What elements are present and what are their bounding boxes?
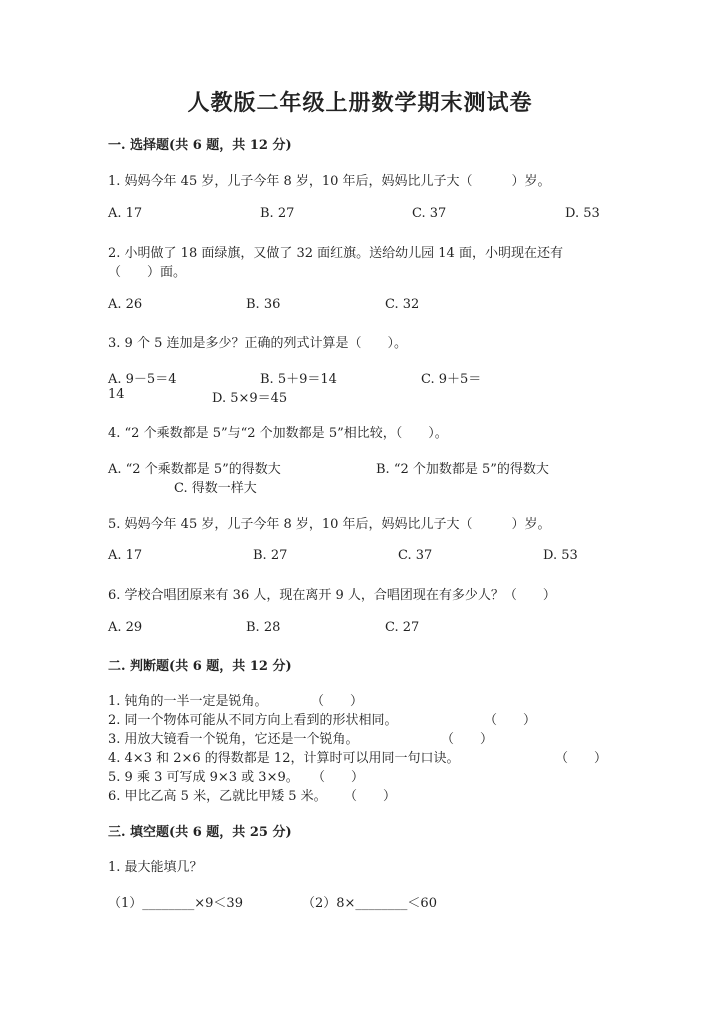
judge-item-text: 2. 同一个物体可能从不同方向上看到的形状相同。 bbox=[108, 713, 398, 728]
option-c: C. 得数一样大 bbox=[174, 481, 257, 496]
option-b: B. 5＋9＝14 bbox=[260, 372, 337, 387]
judge-item-text: 6. 甲比乙高 5 米，乙就比甲矮 5 米。 bbox=[108, 789, 327, 804]
question-stem: 3. 9 个 5 连加是多少？正确的列式计算是（ ）。 bbox=[108, 336, 407, 351]
question-stem: 4. “2 个乘数都是 5”与“2 个加数都是 5”相比较，（ ）。 bbox=[108, 426, 448, 441]
section-heading-fill: 三. 填空题(共 6 题，共 25 分) bbox=[108, 825, 292, 840]
fill-part-1: （1）________×9＜39 bbox=[108, 896, 243, 911]
option-b: B. “2 个加数都是 5”的得数大 bbox=[376, 462, 549, 477]
option-b: B. 28 bbox=[246, 620, 281, 635]
question-stem: 5. 妈妈今年 45 岁，儿子今年 8 岁，10 年后，妈妈比儿子大（ ）岁。 bbox=[108, 517, 551, 532]
judge-item-paren: （ ） bbox=[344, 789, 397, 804]
option-d: D. 53 bbox=[543, 548, 578, 563]
judge-item-text: 3. 用放大镜看一个锐角，它还是一个锐角。 bbox=[108, 732, 359, 747]
option-b: B. 27 bbox=[260, 206, 295, 221]
option-c: C. 37 bbox=[412, 206, 447, 221]
option-c: C. 9＋5＝ bbox=[421, 372, 482, 387]
option-c: C. 32 bbox=[385, 297, 420, 312]
option-c-cont: 14 bbox=[108, 387, 125, 402]
option-c: C. 37 bbox=[398, 548, 433, 563]
option-d: D. 53 bbox=[565, 206, 600, 221]
option-a: A. 17 bbox=[108, 548, 143, 563]
option-b: B. 27 bbox=[253, 548, 288, 563]
section-heading-judge: 二. 判断题(共 6 题，共 12 分) bbox=[108, 659, 292, 674]
option-b: B. 36 bbox=[246, 297, 281, 312]
judge-item-paren: （ ） bbox=[484, 713, 537, 728]
option-d: D. 5×9＝45 bbox=[212, 391, 288, 406]
question-stem: 2. 小明做了 18 面绿旗，又做了 32 面红旗。送给幼儿园 14 面，小明现在还有 bbox=[108, 246, 563, 261]
option-a: A. 17 bbox=[108, 206, 143, 221]
option-c: C. 27 bbox=[385, 620, 420, 635]
section-heading-choice: 一. 选择题(共 6 题，共 12 分) bbox=[108, 138, 292, 153]
judge-item-paren: （ ） bbox=[555, 751, 608, 766]
question-stem: 1. 妈妈今年 45 岁，儿子今年 8 岁，10 年后，妈妈比儿子大（ ）岁。 bbox=[108, 174, 551, 189]
option-a: A. “2 个乘数都是 5”的得数大 bbox=[108, 462, 281, 477]
judge-item-text: 5. 9 乘 3 可写成 9×3 或 3×9。 bbox=[108, 770, 299, 785]
judge-item-paren: （ ） bbox=[441, 732, 494, 747]
fill-part-2: （2）8×________＜60 bbox=[302, 896, 437, 911]
option-a: A. 26 bbox=[108, 297, 143, 312]
judge-item-paren: （ ） bbox=[312, 770, 365, 785]
question-stem-cont: （ ）面。 bbox=[108, 265, 187, 280]
question-stem: 6. 学校合唱团原来有 36 人，现在离开 9 人，合唱团现在有多少人？（ ） bbox=[108, 588, 556, 603]
option-a: A. 29 bbox=[108, 620, 143, 635]
judge-item-paren: （ ） bbox=[311, 694, 364, 709]
option-a: A. 9－5＝4 bbox=[108, 372, 177, 387]
judge-item-text: 4. 4×3 和 2×6 的得数都是 12，计算时可以用同一句口诀。 bbox=[108, 751, 460, 766]
judge-item-text: 1. 钝角的一半一定是锐角。 bbox=[108, 694, 268, 709]
page-title: 人教版二年级上册数学期末测试卷 bbox=[187, 90, 533, 116]
question-stem: 1. 最大能填几？ bbox=[108, 860, 203, 875]
